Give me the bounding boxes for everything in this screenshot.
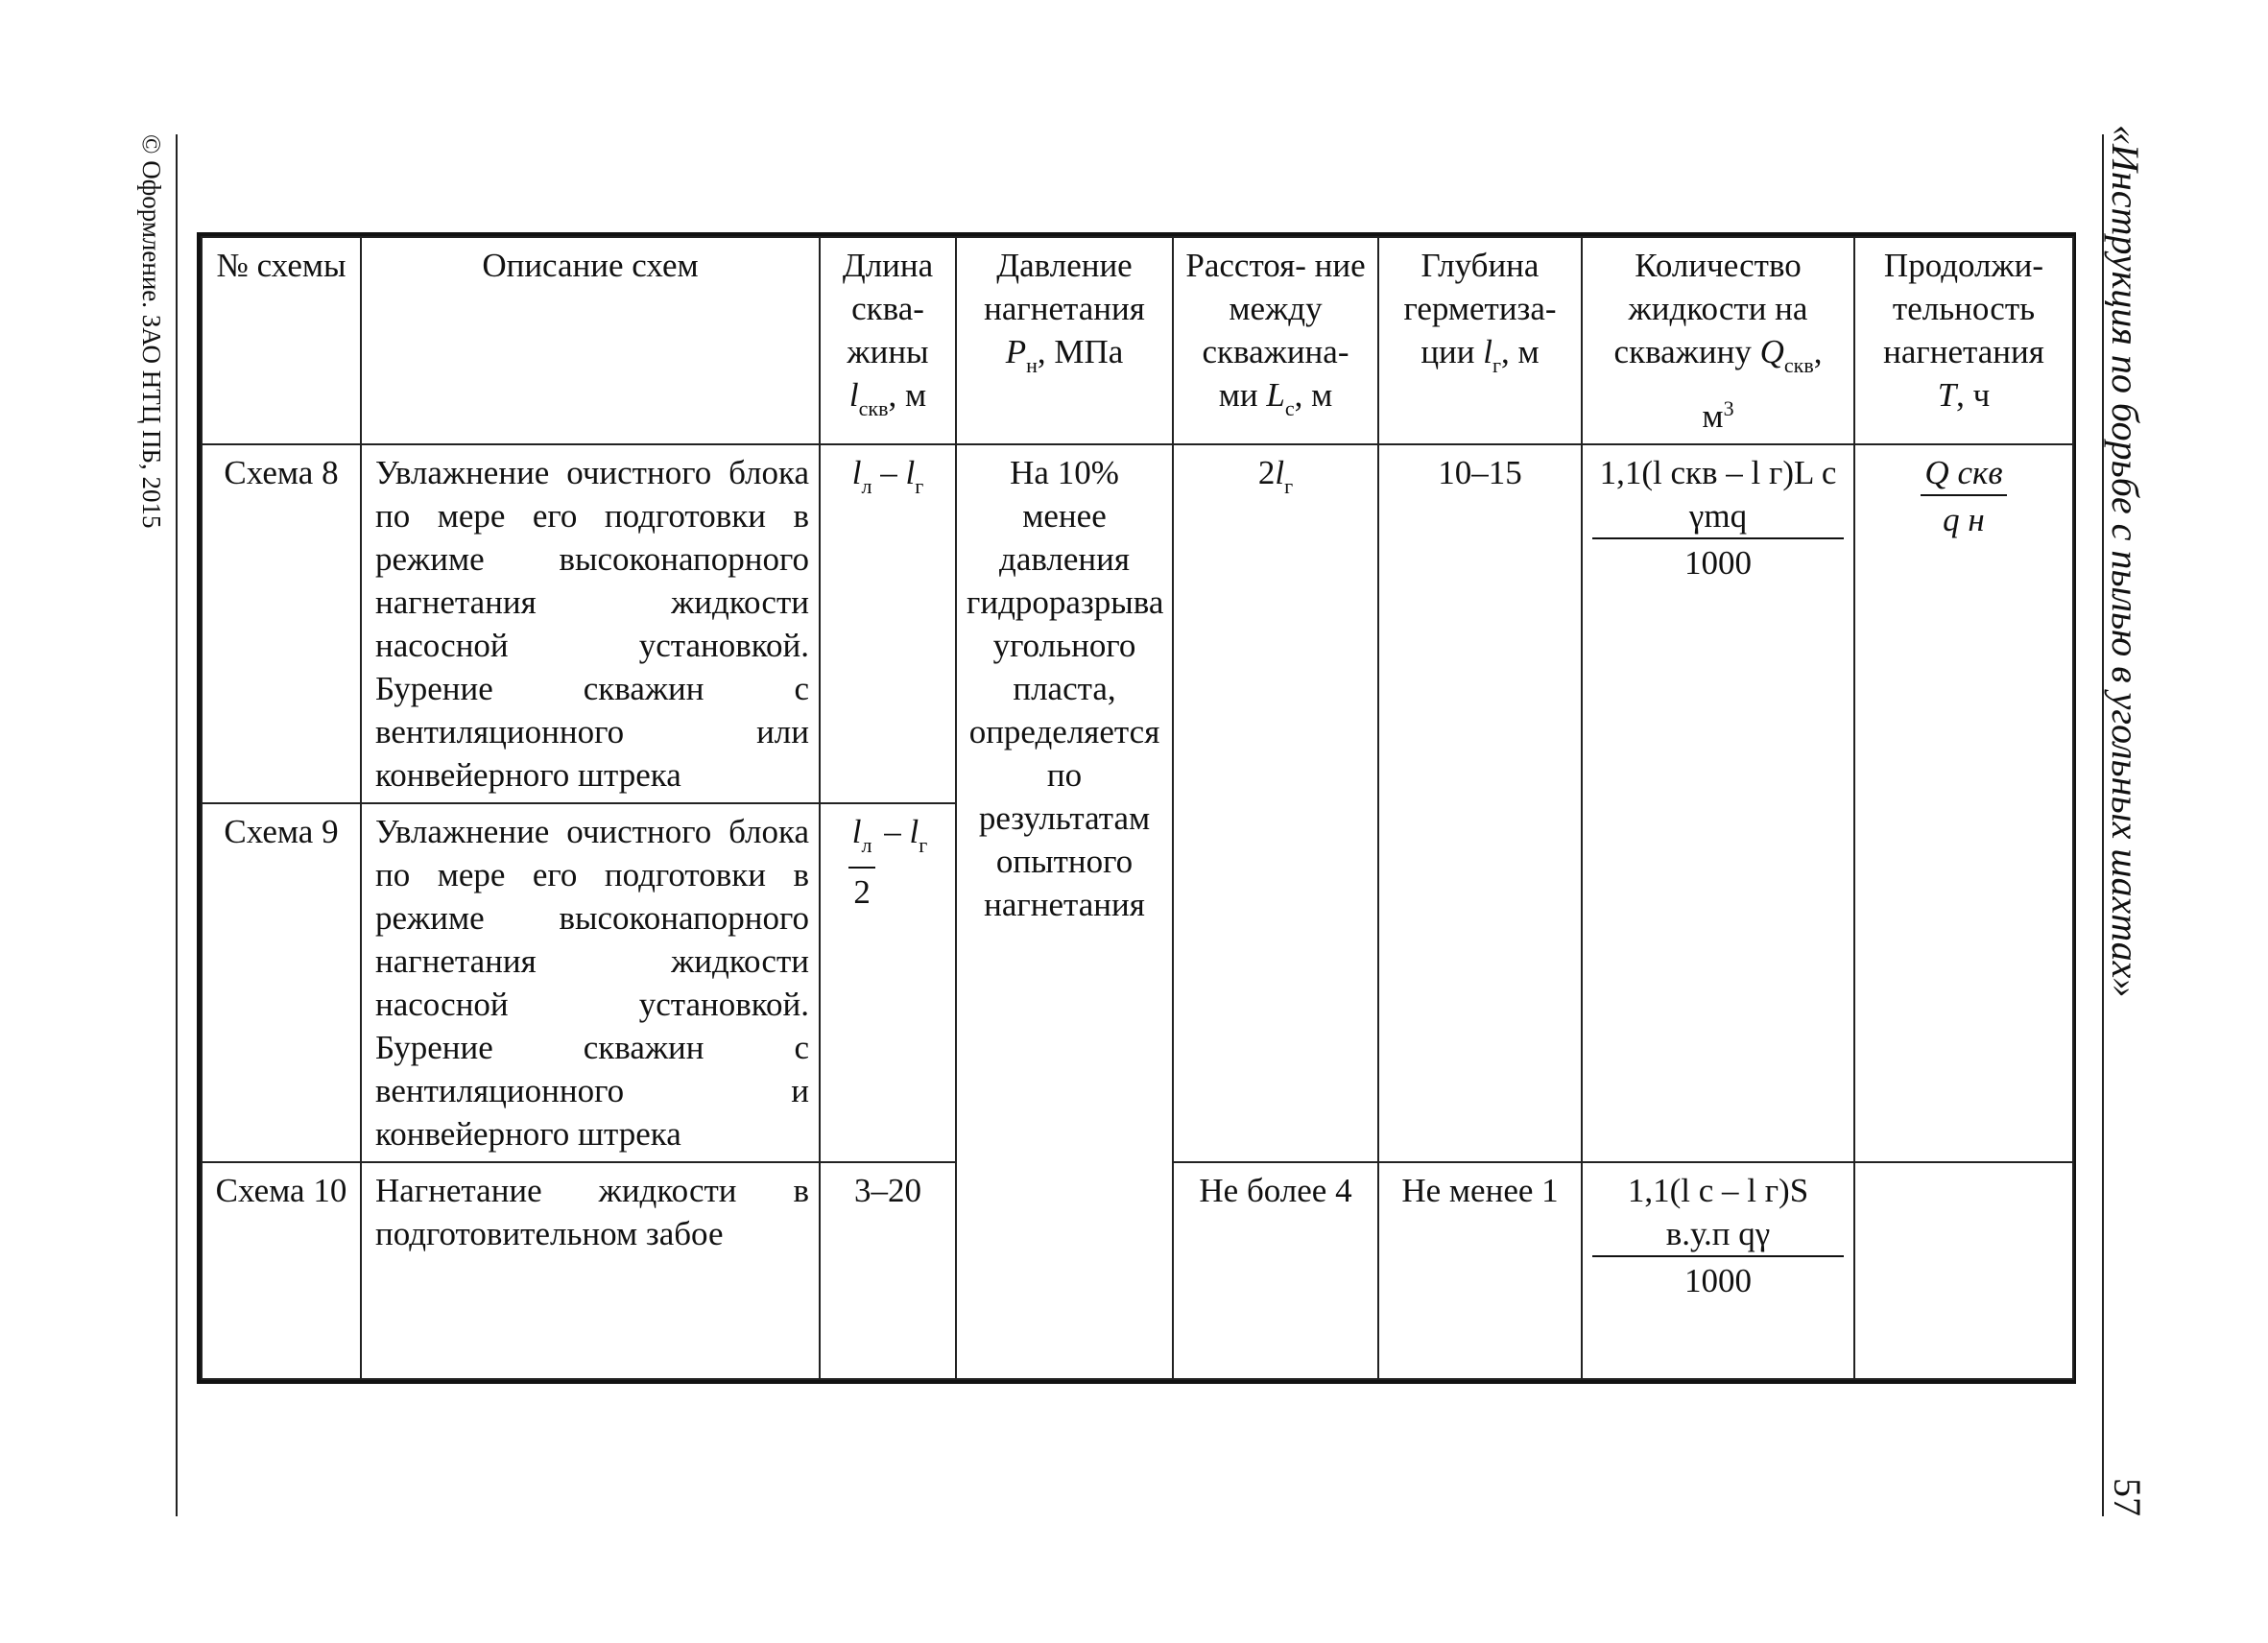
length-formula: $l_л - l_г$ [820,444,956,803]
pressure-merged-cell: На 10% менее давления гидроразрыва угольного пласта, определяется по результатам опытного нагнетания [956,444,1173,1379]
running-title-text: «Инструкция по борьбе с пылью в угольных шахтах» [2104,125,2147,998]
depth-cell: 10–15 [1378,444,1582,1162]
scheme-cell: Схема 10 [202,1162,361,1379]
header-pressure: Давление нагнетания $P_н$, МПа [956,237,1173,444]
schemes-table [197,232,2076,1384]
description-cell: Увлажнение очистного блока по мере его подготовки в режиме высоконапорного нагнетания жидкости насосной установкой. Бурение скважин с вентиляционного или конвейерного штрека [361,444,820,803]
table-row [202,444,2073,803]
left-margin-rule [176,134,178,1516]
volume-fraction: $\frac{\text{1,1(l скв – l г)L с γmq}}{1000}$ [1592,451,1844,584]
copyright-text: © Оформление. ЗАО НТЦ ПБ, 2015 [137,134,166,529]
header-depth: Глубина герметиза- ции $l_г$, м [1378,237,1582,444]
length-cell: 3–20 [820,1162,956,1379]
table-header-row [202,237,2073,444]
depth-cell: Не менее 1 [1378,1162,1582,1379]
header-volume: Количество жидкости на скважину $Q_{скв}$, $м^3$ [1582,237,1854,444]
duration-cell-empty [1854,1162,2073,1379]
header-scheme-no: № схемы [202,237,361,444]
page-number-text: 57 [2106,1478,2149,1516]
header-distance: Расстоя- ние между скважина- ми $L_с$, м [1173,237,1378,444]
volume-formula [1582,444,1854,1162]
volume-formula [1582,1162,1854,1379]
volume-fraction: $\frac{\text{1,1(l с – l г)S в.у.п qγ}}{1000}$ [1592,1169,1844,1302]
header-duration: Продолжи- тельность нагнетания T, ч [1854,237,2073,444]
description-cell: Нагнетание жидкости в подготовительном забое [361,1162,820,1379]
scheme-cell: Схема 9 [202,803,361,1162]
duration-fraction: $\frac{\text{Q скв}}{\text{q н}}$ [1921,451,2006,541]
description-cell: Увлажнение очистного блока по мере его подготовки в режиме высоконапорного нагнетания жидкости насосной установкой. Бурение скважин с вентиляционного и конвейерного штрека [361,803,820,1162]
distance-cell: Не более 4 [1173,1162,1378,1379]
copyright-note [130,134,172,585]
length-fraction: $\frac{l_л}{2}$ [848,810,876,914]
length-formula: $\frac{l_л}{2}$ – $l_г$ [820,803,956,1162]
duration-formula [1854,444,2073,1162]
scheme-cell: Схема 8 [202,444,361,803]
header-description: Описание схем [361,237,820,444]
running-title [2104,125,2156,1084]
page-number [2106,1478,2158,1545]
distance-formula: $2l_г$ [1173,444,1378,1162]
header-length: Длина сква- жины $l_{скв}$, м [820,237,956,444]
